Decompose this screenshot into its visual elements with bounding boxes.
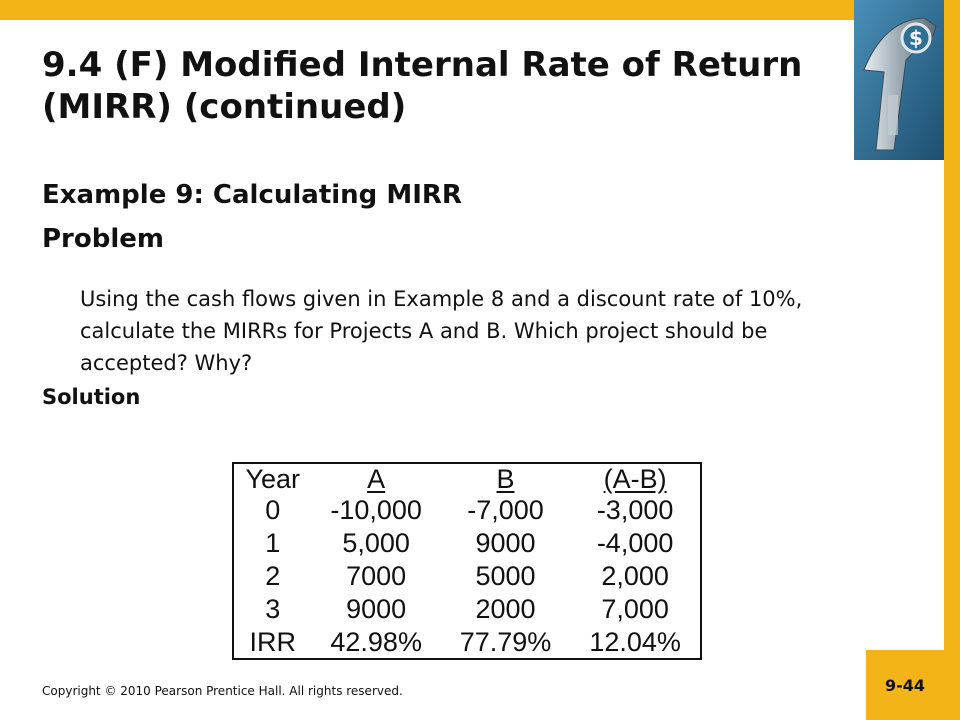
- table-cell: 1: [265, 528, 281, 559]
- table-row: [233, 527, 701, 560]
- table-cell: -4,000: [596, 528, 674, 559]
- table-cell: IRR: [249, 626, 296, 657]
- table-cell: 12.04%: [589, 626, 681, 657]
- problem-text: Using the cash flows given in Example 8 and a discount rate of 10%, calculate the MIRRs for Projects A and B. Which project should be accepted? Why?: [80, 287, 803, 375]
- slide-title: 9.4 (F) Modified Internal Rate of Return (MIRR) (continued): [42, 45, 803, 127]
- svg-text:$: $: [909, 26, 923, 50]
- problem-heading: Problem: [42, 224, 164, 254]
- table-cell: -7,000: [467, 495, 544, 526]
- solution-heading: Solution: [42, 385, 141, 409]
- cash-flow-table: [232, 462, 702, 660]
- table-cell: 2,000: [601, 560, 669, 591]
- top-accent-bar: [0, 0, 960, 20]
- table-cell: 9000: [346, 593, 407, 624]
- header-a: A: [367, 464, 386, 494]
- table-cell: 7,000: [601, 593, 669, 624]
- table-row: [233, 494, 701, 527]
- table-cell: 5,000: [342, 528, 410, 559]
- table-cell: 5000: [475, 560, 536, 591]
- slide-number-badge: [866, 650, 944, 720]
- table-cell: 7000: [346, 560, 407, 591]
- table-row: [233, 625, 701, 659]
- slide-number: 9-44: [884, 675, 926, 695]
- header-b: B: [496, 464, 515, 494]
- table-cell: 0: [265, 495, 281, 526]
- example-heading: Example 9: Calculating MIRR: [42, 180, 462, 210]
- table-cell: 2000: [475, 593, 536, 624]
- table-row: [233, 592, 701, 625]
- table-row: [233, 560, 701, 593]
- table-cell: 3: [265, 593, 281, 624]
- copyright-footer: Copyright © 2010 Pearson Prentice Hall. All rights reserved.: [42, 684, 403, 698]
- table-cell: 9000: [475, 528, 536, 559]
- table-cell: -3,000: [596, 495, 674, 526]
- table-cell: 77.79%: [459, 626, 552, 657]
- header-year: Year: [245, 464, 301, 494]
- table-cell: -10,000: [330, 495, 422, 526]
- table-cell: 42.98%: [330, 626, 422, 657]
- table-cell: 2: [265, 560, 281, 591]
- header-a-minus-b: (A-B): [603, 464, 667, 494]
- table-header-row: [233, 463, 701, 494]
- wrench-dollar-icon: [854, 0, 944, 160]
- right-accent-bar: [944, 0, 960, 720]
